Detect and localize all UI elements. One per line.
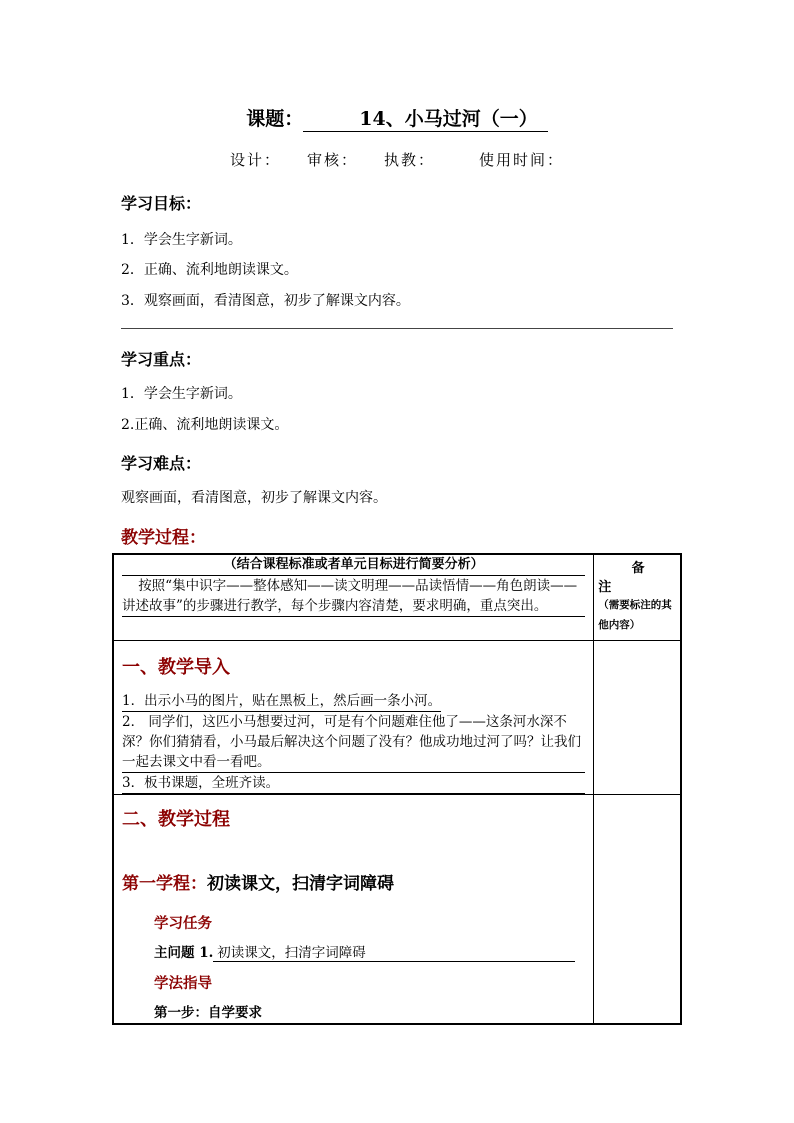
section1-cell: [113, 640, 594, 794]
task-label: 学习任务: [154, 914, 212, 932]
keypoint-item: 2.正确、流利地朗读课文。: [121, 417, 289, 433]
process-heading: 教学过程：: [121, 528, 206, 548]
note-label-2: 注: [598, 580, 612, 595]
note-label-1: 备: [631, 561, 645, 576]
note-hint: （需要标注的其他内容）: [598, 599, 672, 631]
goal-item: 3．观察画面，看清图意，初步了解课文内容。: [121, 293, 410, 309]
lesson-table: [112, 553, 682, 1025]
intro-cell: [113, 554, 594, 640]
note-cell: [594, 554, 681, 640]
goals-heading: 学习目标：: [121, 194, 202, 213]
method-label: 学法指导: [154, 974, 212, 992]
section1-title: 一、教学导入: [122, 656, 230, 678]
divider: [121, 328, 673, 329]
goal-item: 1．学会生字新词。: [121, 232, 242, 248]
intro-body: 按照“集中识字——整体感知——读文明理——品读悟情——角色朗读——讲述故事”的步骤进行教学，每个步骤内容清楚，要求明确，重点突出。: [122, 576, 585, 617]
step1-text: 初读课文，扫清字词障碍: [207, 873, 394, 894]
difficulty-text: 观察画面，看清图意，初步了解课文内容。: [121, 490, 387, 506]
lesson-title: [0, 104, 794, 132]
keypoint-item: 1．学会生字新词。: [121, 386, 242, 402]
section1-item: 1．出示小马的图片，贴在黑板上，然后画一条小河。: [122, 691, 441, 712]
section1-item: 2． 同学们，这匹小马想要过河，可是有个问题难住他了——这条河水深不深？你们猜猜看，小马最后解决这个问题了没有？他成功地过河了吗？让我们一起去课文中看一看吧。: [122, 712, 585, 773]
section1-item: 3．板书课题，全班齐读。: [122, 773, 585, 794]
meta-design: 设计：: [230, 151, 282, 169]
note-cell-empty: [594, 794, 681, 1024]
difficulty-heading: 学习难点：: [121, 454, 202, 473]
first-step: 第一步：自学要求: [154, 1004, 262, 1021]
meta-line: [230, 149, 564, 170]
meta-time: 使用时间：: [479, 151, 565, 169]
step1-label: 第一学程：: [122, 873, 207, 894]
meta-review: 审核：: [307, 151, 359, 169]
meta-teacher: 执教：: [384, 151, 436, 169]
keypoints-heading: 学习重点：: [121, 350, 202, 369]
title-value: 14、小马过河（一）: [303, 104, 547, 132]
note-cell-empty: [594, 640, 681, 794]
goal-item: 2．正确、流利地朗读课文。: [121, 262, 298, 278]
question-line: [114, 941, 593, 962]
intro-title: （结合课程标准或者单元目标进行简要分析）: [122, 555, 585, 576]
question-label: 主问题 1.: [154, 944, 214, 961]
section2-cell: [113, 794, 594, 1024]
step1-line: [114, 869, 593, 894]
question-text: 初读课文，扫清字词障碍: [213, 941, 575, 962]
section2-title: 二、教学过程: [122, 808, 230, 830]
title-label: 课题：: [246, 108, 304, 130]
